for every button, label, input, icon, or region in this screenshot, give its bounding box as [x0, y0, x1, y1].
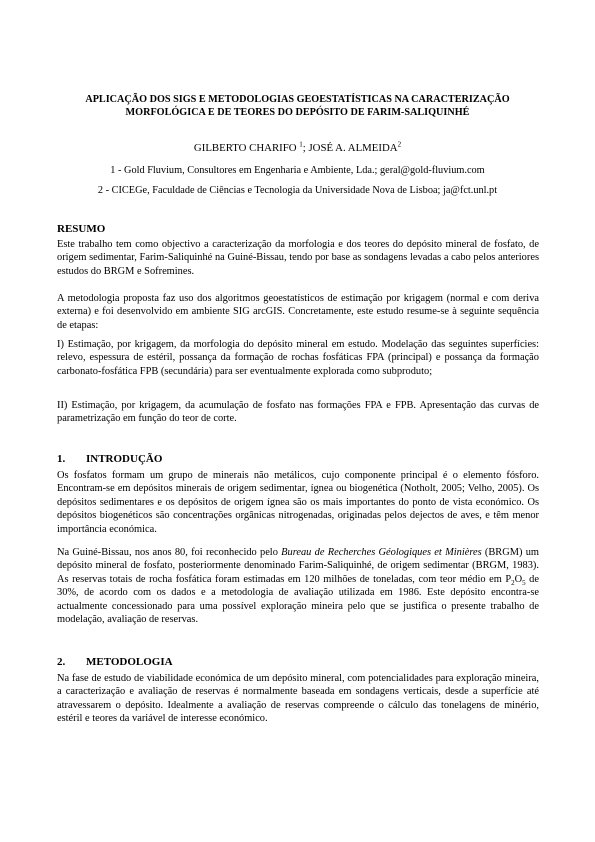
affiliation-1: 1 - Gold Fluvium, Consultores em Engenharia e Ambiente, Lda.; geral@gold-fluvium.com	[110, 165, 485, 176]
resumo-heading: RESUMO	[57, 223, 106, 235]
section-title: INTRODUÇÃO	[86, 453, 163, 465]
author-separator: ;	[302, 142, 309, 154]
title-line-2: MORFOLÓGICA E DE TEORES DO DEPÓSITO DE FARIM-SALIQUINHÉ	[125, 107, 470, 118]
introducao-paragraph-2: Na Guiné-Bissau, nos anos 80, foi reconhecido pelo Bureau de Recherches Géologiques et Minières (BRGM) um depósito mineral de fosfato, posteriormente denominado Farim-Saliquinhé, de origem sedimentar (BRGM, 1983). As reservas totais de rocha fosfática foram estimadas em 120 milhões de toneladas, com teor médio em $P_2O_5$ de 30%, de acordo com os dados e a metodologia de avaliação utilizada em 1986. Este depósito encontra-se actualmente concessionado para uma possível exploração mineira pelo que se justifica o presente trabalho de modelação, avaliação de reservas.	[57, 547, 539, 626]
metodologia-paragraph-1: Na fase de estudo de viabilidade económica de um depósito mineral, com potencialidades para exploração mineira, a caracterização e avaliação de reservas é normalmente baseada em sondagens verticais, desde a superfície até atravessarem o depósito. Idealmente a avaliação de reservas compreende o cálculo das tonelagens de minério, estéril e teores da variável de interesse económico.	[57, 673, 539, 725]
introducao-paragraph-1: Os fosfatos formam um grupo de minerais não metálicos, cujo componente principal é o elemento fósforo. Encontram-se em depósitos minerais de origem sedimentar, ígnea ou biogenética (Notholt, 2005; Velho, 2005). Os depósitos sedimentares e os depósitos de origem ígnea são os mais importantes do ponto de vista económico. Os depósitos biogenéticos são concentrações orgânicas nitrogenadas, originadas pelos dejectos de aves, e têm menor importância económica.	[57, 470, 539, 535]
paper-title	[57, 93, 538, 119]
author-1-affiliation-mark: 1	[299, 140, 303, 149]
section-number: 2.	[57, 656, 66, 668]
resumo-paragraph-4: II) Estimação, por krigagem, da acumulação de fosfato nas formações FPA e FPB. Apresentação das curvas de parametrização em função do teor de corte.	[57, 400, 539, 425]
affiliation-2: 2 - CICEGe, Faculdade de Ciências e Tecnologia da Universidade Nova de Lisboa; ja@fct.unl.pt	[97, 185, 498, 196]
brgm-name: Bureau de Recherches Géologiques et Minières	[281, 547, 482, 558]
metodologia-heading	[57, 656, 173, 669]
resumo-paragraph-3: I) Estimação, por krigagem, da morfologia do depósito mineral em estudo. Modelação das seguintes superfícies: relevo, espessura de estéril, possança da formação de rochas fosfáticas FPA (principal) e possança da formação carbonato-fosfática FPB (secundária) para ser eventualmente explorada como subproduto;	[57, 339, 539, 377]
author-2: JOSÉ A. ALMEIDA	[308, 142, 398, 154]
introducao-heading	[57, 453, 162, 466]
resumo-paragraph-2: A metodologia proposta faz uso dos algoritmos geoestatísticos de estimação por krigagem (normal e com deriva externa) e foi desenvolvido em ambiente SIG arcGIS. Concretamente, este estudo resume-se à seguinte sequência de etapas:	[57, 293, 539, 331]
author-2-affiliation-mark: 2	[397, 140, 402, 149]
resumo-paragraph-1: Este trabalho tem como objectivo a caracterização da morfologia e dos teores do depósito mineral de fosfato, de origem sedimentar, Farim-Saliquinhé na Guiné-Bissau, tendo por base as sondagens levadas a cabo pelos anteriores estudos do BRGM e Sofremines.	[57, 239, 539, 277]
title-line-1: APLICAÇÃO DOS SIGS E METODOLOGIAS GEOESTATÍSTICAS NA CARACTERIZAÇÃO	[85, 94, 510, 105]
author-1: GILBERTO CHARIFO	[193, 142, 297, 154]
section-number: 1.	[57, 453, 66, 465]
authors-line	[57, 142, 538, 155]
section-title: METODOLOGIA	[86, 656, 173, 668]
